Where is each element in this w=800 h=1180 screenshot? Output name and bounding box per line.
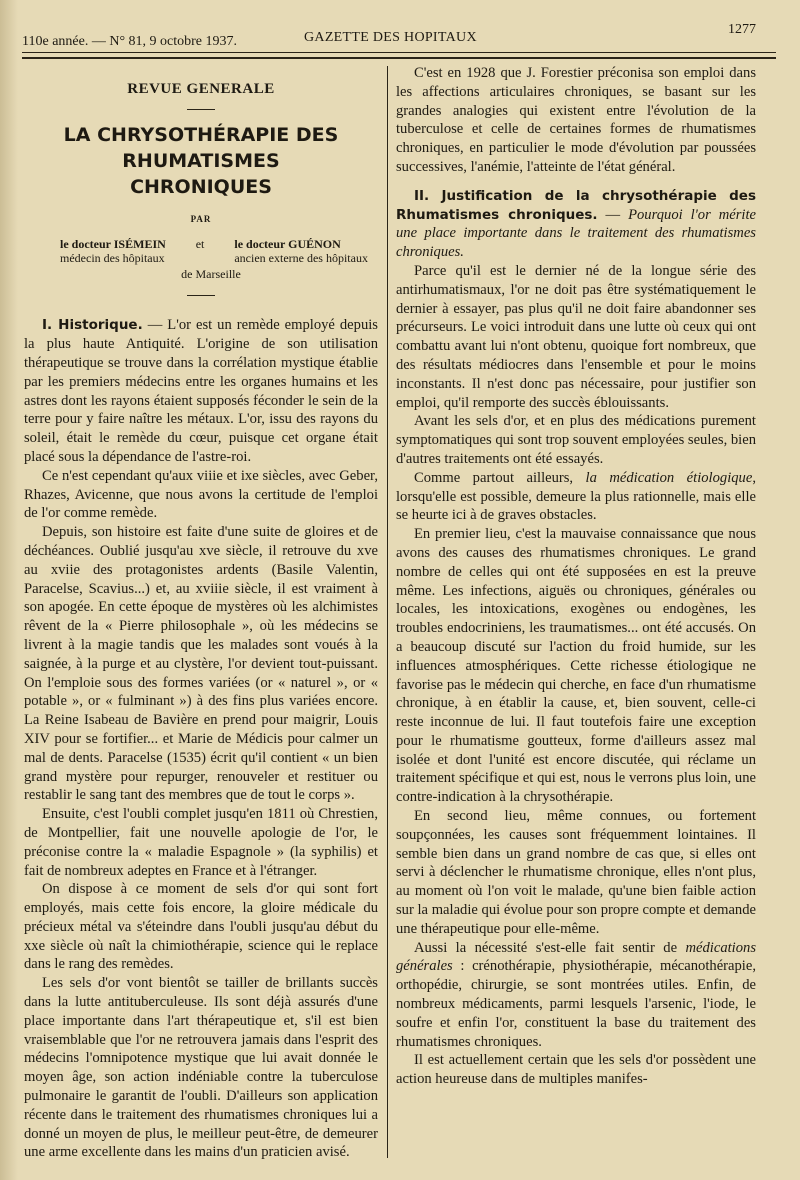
journal-title: GAZETTE DES HOPITAUX — [304, 30, 477, 45]
author-2-name: le docteur GUÉNON — [234, 236, 341, 251]
header-rule — [22, 52, 776, 53]
paragraph-text: Aussi la nécessité s'est-elle fait sentir de — [414, 939, 686, 956]
paragraph: On dispose à ce moment de sels d'or qui sont fort employés, mais cette fois encore, la gloire médicale du précieux métal va s'éteindre dans l'oubli jusqu'au début du xxe siècle où naît la chimiothérapie, science qui le replace dans le rang des remèdes. — [24, 881, 378, 973]
heading-dash: — — [597, 206, 629, 223]
title-line-2: CHRONIQUES — [130, 175, 272, 198]
running-header — [22, 22, 756, 54]
issue-info: 110e année. — N° 81, 9 octobre 1937. — [22, 34, 238, 49]
paragraph: C'est en 1928 que J. Forestier préconisa son emploi dans les affections articulaires chroniques, se basant sur les grandes analogies qui existent entre l'évolution de la tuberculose et celle de certaines formes de rhumatismes chroniques, en particulier le mode d'évolution par poussées successives, l'anémie, l'atteinte de l'état général. — [396, 65, 756, 175]
by-line: PAR — [190, 213, 212, 224]
section-heading: I. Historique. — [42, 317, 143, 334]
section-intro — [396, 187, 756, 262]
header-rule-thick — [22, 57, 776, 59]
authors — [24, 237, 378, 265]
author-2-role: ancien externe des hôpitaux — [234, 250, 368, 265]
paragraph: Avant les sels d'or, et en plus des médications purement symptomatiques qui sont trop souvent employées seules, bien d'autres traitements ont été essayés. — [396, 413, 756, 467]
paragraph-text: Comme partout ailleurs, — [414, 469, 586, 486]
paragraph — [24, 316, 378, 466]
paragraph — [396, 469, 756, 525]
title-line-1: LA CHRYSOTHÉRAPIE DES RHUMATISMES — [63, 123, 339, 172]
page-number: 1277 — [728, 22, 756, 37]
paragraph: En second lieu, même connues, ou fortement soupçonnées, les causes sont fréquemment lointaines. Il semble bien dans un grand nombre de cas que, si elles ont servi à déclencher le rhumatisme chronique, elles n'ont plus, au moment où l'on voit le malade, qu'une bien faible action sur la maladie qui évolue pour son propre compte et demande une thérapeutique pour elle-même. — [396, 808, 756, 937]
article-kicker: REVUE GENERALE — [127, 81, 275, 97]
author-city: de Marseille — [181, 266, 241, 281]
paragraph: Depuis, son histoire est faite d'une suite de gloires et de déchéances. Oublié jusqu'au xve siècle, il retrouve du xve au xviie des protagonistes ardents (Basile Valentin, Paracelse, Scavius...) et, au xviiie siècle, il est vraiment à son apogée. En cette époque de mystères où les alchimistes rêvent de la « Pierre philosophale », où les médecins se livrent à la magie tandis que les malades sont voués à la saignée, à la purge et au clystère, l'or devient tout-puissant. On l'emploie sous des formes variées (or « naturel », or « potable », or « fulminant ») à des fins plus variées encore. La Reine Isabeau de Bavière en prend pour maigrir, Louis XIV pour se fortifier... et Marie de Médicis pour calmer un mal de dents. Paracelse (1535) écrit qu'il contient « un bien grand mystère pour repurger, renouveler et restituer ou restablir le sang tant des membres que de tout le corps ». — [24, 524, 378, 804]
right-column — [396, 64, 756, 1089]
section-subtitle: Pourquoi l'or mérite une place importante dans le traitement des rhumatismes chroniques. — [396, 206, 757, 261]
kicker-rule — [187, 109, 215, 110]
left-column — [24, 78, 378, 1162]
spacer — [396, 177, 756, 187]
paragraph: Ce n'est cependant qu'aux viiie et ixe siècles, avec Geber, Rhazes, Avicenne, que nous avons la certitude de l'emploi de l'or comme remède. — [24, 467, 378, 522]
authors-and: et — [195, 236, 205, 251]
emphasis: médications générales — [396, 939, 756, 975]
title-end-rule — [187, 295, 215, 296]
paragraph — [396, 939, 756, 1052]
paragraph-text: , lorsqu'elle est possible, demeure la plus rationnelle, mais elle se heurte ici à de graves obstacles. — [396, 469, 756, 524]
paragraph: Ensuite, c'est l'oubli complet jusqu'en 1811 où Chrestien, de Montpellier, fait une nouvelle apologie de l'or, le préconise contre la « maladie Espagnole » (la syphilis) et fait de nombreux adeptes en France et à l'étranger. — [24, 806, 378, 879]
author-1-name: le docteur ISÉMEIN — [60, 236, 166, 251]
column-divider — [387, 66, 388, 1158]
paragraph-text: — L'or est un remède employé depuis la plus haute Antiquité. L'origine de son utilisation thérapeutique se trouve dans la corrélation mystique établie par les premiers médecins entre les organes humains et les astres dont les rayons étaient supposés féconder le sein de la terre pour y faire naître les métaux. L'or, issu des rayons du soleil, était le remède du cœur, puisque cet organe était placé sous la dépendance de l'astre-roi. — [24, 317, 378, 465]
paragraph: En premier lieu, c'est la mauvaise connaissance que nous avons des causes des rhumatismes chroniques. Le grand nombre de celles qui ont été supposées en est la preuve même. Les infections, aiguës ou chroniques, générales ou locales, les intoxications, exogènes ou endogènes, les troubles endocriniens, les traumatismes... ont été accusés. On a beaucoup discuté sur l'action du froid humide, sur les influences atmosphériques. Cette richesse étiologique ne favorise pas le médecin qui cherche, en face d'un rhumatisme chronique, à en établir la cause, et, bien souvent, celle-ci reste inconnue de lui. Il faut toutefois faire une exception pour le rhumatisme goutteux, forme d'ailleurs assez mal isolée et dont l'unité est encore discutée, qui réclame un traitement spécifique et qui est, nous le verrons plus loin, une contre-indication à la chrysothérapie. — [396, 526, 756, 806]
paragraph: Parce qu'il est le dernier né de la longue série des antirhumatismaux, l'or ne doit pas être systématiquement le dernier à essayer, pas plus qu'il ne doit faire abandonner ses précurseurs. Le voici introduit dans une lutte où ceux qui ont combattu avant lui n'ont obtenu, quoique fort nombreux, que des résultats médiocres dans l'ensemble et pour le moins inconstants. Il n'est donc pas nécessaire, pour justifier son emploi, qu'il remporte des succès éblouissants. — [396, 262, 756, 411]
author-1-role: médecin des hôpitaux — [60, 250, 165, 265]
paragraph: Il est actuellement certain que les sels d'or possèdent une action heureuse dans de multiples manifes- — [396, 1052, 756, 1088]
paragraph-text: : crénothérapie, physiothérapie, mécanothérapie, orthopédie, chirurgie, se sont montrées utiles. Enfin, de nombreux médicaments, parmi lesquels l'arsenic, l'iode, le soufre et enfin l'or, constituent la base du traitement des rhumatismes chroniques. — [396, 958, 756, 1050]
paragraph: Les sels d'or vont bientôt se tailler de brillants succès dans la lutte antituberculeuse. Ils sont déjà assurés d'une place importante dans l'art thérapeutique et, s'il est bien vraisemblable que l'or ne retrouvera jamais dans l'esprit des médecins l'omnipotence mystique que lui avait donnée le moyen âge, son action indéniable contre la tuberculose pulmonaire le garantit de l'oubli. D'ailleurs son application récente dans le traitement des rhumatismes chroniques lui a donné un moyen de plus, le meilleur peut-être, de demeurer une arme excellente dans les mains d'un praticien avisé. — [24, 975, 378, 1161]
author-1 — [60, 237, 166, 265]
emphasis: la médication étiologique — [585, 469, 753, 486]
section-heading: II. Justification de la chrysothérapie des Rhumatismes chroniques. — [396, 187, 756, 223]
article-title — [24, 122, 378, 200]
author-2 — [234, 237, 368, 265]
